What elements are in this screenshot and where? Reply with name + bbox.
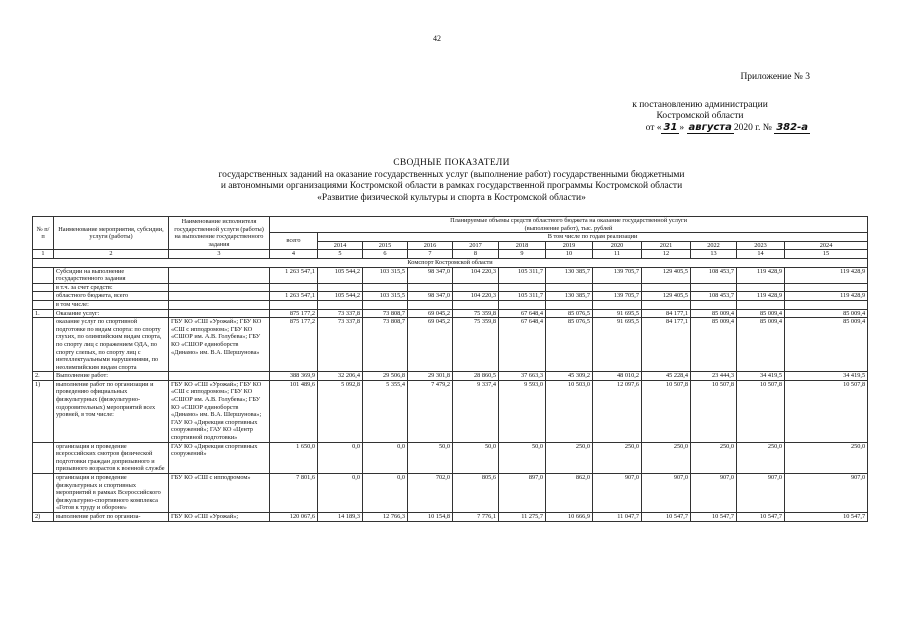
row-value: 907,0	[691, 474, 737, 513]
row-value: 50,0	[453, 442, 499, 473]
row-executor: ГАУ КО «Дирекция спортивных сооружений»	[169, 442, 270, 473]
header-year: 2021	[642, 241, 691, 250]
table-row	[33, 300, 868, 309]
row-value	[737, 300, 785, 309]
decree-line-2: Костромской области	[656, 111, 744, 121]
column-number: 5	[318, 250, 363, 259]
row-value: 130 385,7	[546, 267, 593, 283]
row-value: 130 385,7	[546, 292, 593, 301]
row-value	[408, 283, 453, 292]
row-value: 10 503,0	[546, 380, 593, 442]
row-value: 23 444,3	[691, 372, 737, 381]
row-value: 7 479,2	[408, 380, 453, 442]
row-number	[33, 442, 54, 473]
header-year: 2022	[691, 241, 737, 250]
row-value: 120 067,6	[270, 512, 318, 521]
document-title	[0, 158, 903, 204]
row-value: 104 220,3	[453, 292, 499, 301]
row-value: 7 801,6	[270, 474, 318, 513]
row-value: 108 453,7	[691, 267, 737, 283]
row-value: 11 275,7	[499, 512, 546, 521]
decree-line-1: к постановлению администрации	[632, 100, 768, 110]
row-value: 10 547,7	[642, 512, 691, 521]
row-value	[499, 283, 546, 292]
row-value	[499, 300, 546, 309]
row-value: 119 428,9	[785, 292, 868, 301]
column-number: 4	[270, 250, 318, 259]
row-value	[408, 300, 453, 309]
row-value: 12 097,6	[593, 380, 642, 442]
row-value: 50,0	[408, 442, 453, 473]
row-value: 85 009,4	[737, 318, 785, 372]
header-executor: Наименование исполнителя государственной услуги (работы) на выполнение государственного задания	[169, 217, 270, 250]
row-value: 5 092,8	[318, 380, 363, 442]
row-value: 897,0	[499, 474, 546, 513]
row-value	[453, 300, 499, 309]
header-total: всего	[270, 233, 318, 250]
row-value	[691, 300, 737, 309]
row-number	[33, 267, 54, 283]
row-value: 50,0	[499, 442, 546, 473]
row-value: 7 776,1	[453, 512, 499, 521]
row-value: 48 010,2	[593, 372, 642, 381]
row-value: 10 507,8	[691, 380, 737, 442]
row-number: 1.	[33, 309, 54, 318]
row-value	[363, 300, 408, 309]
row-value: 0,0	[363, 442, 408, 473]
row-value: 85 009,4	[691, 318, 737, 372]
header-name: Наименование мероприятия, субсидии, услуги (работы)	[54, 217, 169, 250]
row-value: 34 419,5	[785, 372, 868, 381]
title-line-3: и автономными организациями Костромской области в рамках государственной программы Костромской области	[220, 181, 683, 191]
row-name: выполнение работ по организации и проведению официальных физкультурных (физкультурно-оздоровительных) мероприятий всех уровней, в том числе:	[54, 380, 169, 442]
row-executor: ГБУ КО «СШ с ипподромом»	[169, 474, 270, 513]
table-row	[33, 372, 868, 381]
table-row	[33, 442, 868, 473]
decree-month: августа	[688, 122, 732, 133]
column-number: 2	[54, 250, 169, 259]
row-value: 73 337,8	[318, 309, 363, 318]
row-executor: ГБУ КО «СШ «Урожай»;	[169, 512, 270, 521]
header-year: 2016	[408, 241, 453, 250]
header-no: № п/п	[33, 217, 54, 250]
header-planned-line-1: Планируемые объемы средств областного бюджета на оказание государственной услуги	[450, 217, 687, 224]
row-value: 85 009,4	[785, 318, 868, 372]
row-value: 67 648,4	[499, 318, 546, 372]
table-row	[33, 380, 868, 442]
row-value: 250,0	[593, 442, 642, 473]
row-value	[785, 283, 868, 292]
header-planned-line-2: (выполнение работ), тыс. рублей	[524, 224, 613, 232]
row-value	[642, 300, 691, 309]
row-value: 139 705,7	[593, 292, 642, 301]
row-value: 84 177,1	[642, 309, 691, 318]
header-year: 2020	[593, 241, 642, 250]
row-value: 85 009,4	[737, 309, 785, 318]
column-number: 12	[642, 250, 691, 259]
row-value: 84 177,1	[642, 318, 691, 372]
row-value: 129 405,5	[642, 292, 691, 301]
decree-mid: »	[679, 123, 685, 133]
row-name: организация и проведение всероссийских смотров физической подготовки граждан допризывного и призывного возрастов к военной службе	[54, 442, 169, 473]
table-row	[33, 318, 868, 372]
column-number: 3	[169, 250, 270, 259]
row-executor	[169, 292, 270, 301]
row-name: Оказание услуг:	[54, 309, 169, 318]
row-value: 75 359,8	[453, 309, 499, 318]
row-value: 69 045,2	[408, 309, 453, 318]
row-value: 388 369,9	[270, 372, 318, 381]
appendix-label: Приложение № 3	[740, 72, 810, 82]
row-value: 250,0	[546, 442, 593, 473]
row-value: 14 189,3	[318, 512, 363, 521]
column-number: 7	[408, 250, 453, 259]
header-year: 2018	[499, 241, 546, 250]
row-value: 862,0	[546, 474, 593, 513]
row-value: 73 808,7	[363, 318, 408, 372]
row-number	[33, 283, 54, 292]
budget-table	[32, 216, 868, 522]
page-number: 42	[433, 34, 441, 43]
decree-prefix: от «	[645, 123, 662, 133]
row-number: 1)	[33, 380, 54, 442]
row-value: 105 311,7	[499, 267, 546, 283]
row-value: 91 695,5	[593, 318, 642, 372]
column-number: 8	[453, 250, 499, 259]
column-number: 10	[546, 250, 593, 259]
header-year: 2019	[546, 241, 593, 250]
row-value	[318, 300, 363, 309]
row-number: 2.	[33, 372, 54, 381]
row-value: 105 311,7	[499, 292, 546, 301]
row-value	[691, 283, 737, 292]
row-value: 34 419,5	[737, 372, 785, 381]
decree-day: 31	[663, 122, 678, 133]
row-number	[33, 300, 54, 309]
row-value: 875 177,2	[270, 318, 318, 372]
row-name: оказание услуг по спортивной подготовке по видам спорта: по спорту глухих, по олимпийским видам спорта, по спорту лиц с поражением ОДА, по спорту слепых, по спорту лиц с интеллектуальными нарушениями, по неолимпийским видам спорта	[54, 318, 169, 372]
row-value: 75 359,8	[453, 318, 499, 372]
column-number: 15	[785, 250, 868, 259]
header-year: 2024	[785, 241, 868, 250]
row-value: 9 593,0	[499, 380, 546, 442]
row-value: 85 076,5	[546, 309, 593, 318]
row-value	[593, 300, 642, 309]
row-value: 907,0	[737, 474, 785, 513]
row-value: 108 453,7	[691, 292, 737, 301]
row-value	[593, 283, 642, 292]
column-number: 9	[499, 250, 546, 259]
header-year: 2014	[318, 241, 363, 250]
row-number: 2)	[33, 512, 54, 521]
row-value: 250,0	[785, 442, 868, 473]
title-line-1: СВОДНЫЕ ПОКАЗАТЕЛИ	[393, 158, 510, 168]
row-value: 105 544,2	[318, 292, 363, 301]
column-number: 1	[33, 250, 54, 259]
decree-date-line	[646, 123, 810, 133]
row-value: 10 507,8	[642, 380, 691, 442]
row-value: 29 301,8	[408, 372, 453, 381]
row-value: 85 009,4	[691, 309, 737, 318]
row-name: в т.ч. за счет средств:	[54, 283, 169, 292]
row-value: 10 507,8	[737, 380, 785, 442]
row-value: 10 547,7	[691, 512, 737, 521]
row-executor	[169, 300, 270, 309]
table-row	[33, 292, 868, 301]
table-row	[33, 283, 868, 292]
row-name: Субсидии на выполнение государственного задания	[54, 267, 169, 283]
row-name: организация и проведение физкультурных и спортивных мероприятий в рамках Всероссийского физкультурно-спортивного комплекса «Готов к труду и обороне»	[54, 474, 169, 513]
row-value: 250,0	[642, 442, 691, 473]
header-year: 2023	[737, 241, 785, 250]
row-value: 12 766,3	[363, 512, 408, 521]
row-value: 0,0	[318, 474, 363, 513]
row-value: 139 705,7	[593, 267, 642, 283]
title-line-4: «Развитие физической культуры и спорта в Костромской области»	[317, 192, 586, 203]
row-value: 805,6	[453, 474, 499, 513]
decree-block	[590, 100, 810, 134]
row-value: 10 154,8	[408, 512, 453, 521]
row-value	[737, 283, 785, 292]
row-name: Выполнение работ:	[54, 372, 169, 381]
row-value: 45 309,2	[546, 372, 593, 381]
row-value: 28 860,5	[453, 372, 499, 381]
row-value: 37 663,3	[499, 372, 546, 381]
row-value: 10 547,7	[785, 512, 868, 521]
row-value: 119 428,9	[785, 267, 868, 283]
row-value: 103 315,5	[363, 292, 408, 301]
row-value: 0,0	[318, 442, 363, 473]
row-value: 0,0	[363, 474, 408, 513]
row-value: 250,0	[737, 442, 785, 473]
row-value: 73 337,8	[318, 318, 363, 372]
row-value	[642, 283, 691, 292]
row-value: 85 076,5	[546, 318, 593, 372]
row-value: 98 347,0	[408, 292, 453, 301]
row-name: областного бюджета, всего	[54, 292, 169, 301]
table-row	[33, 474, 868, 513]
table-row	[33, 309, 868, 318]
row-value	[546, 283, 593, 292]
row-value: 104 220,3	[453, 267, 499, 283]
row-value: 98 347,0	[408, 267, 453, 283]
row-value: 45 228,4	[642, 372, 691, 381]
header-planned	[270, 217, 868, 233]
row-executor	[169, 372, 270, 381]
row-value: 1 650,0	[270, 442, 318, 473]
row-value: 69 045,2	[408, 318, 453, 372]
row-value: 105 544,2	[318, 267, 363, 283]
row-value	[453, 283, 499, 292]
row-number	[33, 474, 54, 513]
row-value: 91 695,5	[593, 309, 642, 318]
row-value: 1 263 547,1	[270, 267, 318, 283]
row-value: 10 547,7	[737, 512, 785, 521]
row-value: 875 177,2	[270, 309, 318, 318]
row-executor	[169, 309, 270, 318]
row-value	[546, 300, 593, 309]
row-executor: ГБУ КО «СШ «Урожай»; ГБУ КО «СШ с ипподромом»; ГБУ КО «СШОР им. А.В. Голубева»; ГБУ КО «СШОР единоборств «Динамо» им. В.А. Шершунова»; ГАУ КО «Дирекция спортивных сооружений»; ГАУ КО «Центр спортивной подготовки»	[169, 380, 270, 442]
column-number: 11	[593, 250, 642, 259]
column-number: 6	[363, 250, 408, 259]
table-row	[33, 267, 868, 283]
row-value: 67 648,4	[499, 309, 546, 318]
row-value: 129 405,5	[642, 267, 691, 283]
column-number: 14	[737, 250, 785, 259]
row-value: 9 337,4	[453, 380, 499, 442]
row-value: 29 506,8	[363, 372, 408, 381]
column-number: 13	[691, 250, 737, 259]
row-value: 10 666,9	[546, 512, 593, 521]
row-value: 73 808,7	[363, 309, 408, 318]
row-value: 10 507,8	[785, 380, 868, 442]
row-number	[33, 318, 54, 372]
section-title: Комспорт Костромской области	[33, 258, 868, 267]
row-name: в том числе:	[54, 300, 169, 309]
row-value	[270, 283, 318, 292]
row-value: 85 009,4	[785, 309, 868, 318]
row-value: 907,0	[642, 474, 691, 513]
decree-year: 2020 г. №	[733, 123, 772, 133]
decree-number: 382-а	[776, 122, 808, 133]
row-executor	[169, 267, 270, 283]
row-value: 907,0	[593, 474, 642, 513]
row-value	[785, 300, 868, 309]
table-row	[33, 512, 868, 521]
row-value: 5 355,4	[363, 380, 408, 442]
row-value	[270, 300, 318, 309]
row-value: 101 489,6	[270, 380, 318, 442]
header-year: 2015	[363, 241, 408, 250]
row-value: 250,0	[691, 442, 737, 473]
row-executor: ГБУ КО «СШ «Урожай»; ГБУ КО «СШ с ипподромом»; ГБУ КО «СШОР им. А.В. Голубева»; ГБУ КО «СШОР единоборств «Динамо» им. В.А. Шершунова»	[169, 318, 270, 372]
row-executor	[169, 283, 270, 292]
title-line-2: государственных заданий на оказание государственных услуг (выполнение работ) государственными бюджетными	[218, 169, 685, 180]
row-value	[363, 283, 408, 292]
row-value: 119 428,9	[737, 267, 785, 283]
row-value	[318, 283, 363, 292]
row-value: 103 315,5	[363, 267, 408, 283]
row-value: 119 428,9	[737, 292, 785, 301]
row-name: выполнение работ по организа-	[54, 512, 169, 521]
row-value: 32 206,4	[318, 372, 363, 381]
row-number	[33, 292, 54, 301]
row-value: 907,0	[785, 474, 868, 513]
row-value: 702,0	[408, 474, 453, 513]
header-by-years: В том числе по годам реализации	[318, 233, 868, 242]
row-value: 1 263 547,1	[270, 292, 318, 301]
header-year: 2017	[453, 241, 499, 250]
row-value: 11 047,7	[593, 512, 642, 521]
